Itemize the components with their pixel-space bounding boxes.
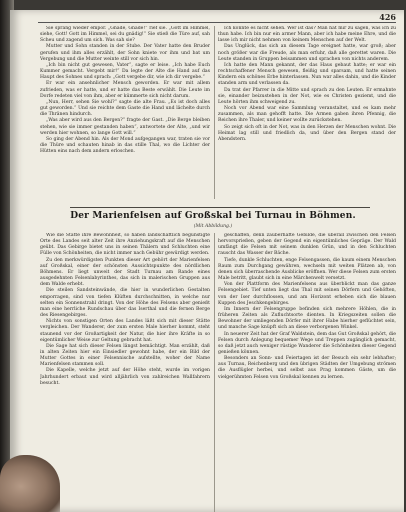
paragraph: Ich konnte es nicht sehen. Wer ist das? Man hat mir zu sagen, was ich zu thun habe. Ich bin nur ein armer Mann, aber ich habe meine Ehre, und die lasse ich mir nicht nehmen von keinem Menschen auf der Welt. [218, 26, 396, 44]
paragraph: Im Innern der Felsengruppe befinden sich mehrere Höhlen, die in früheren Zeiten als Zufluchtsorte dienten. In Kriegszeiten sollen die Bewohner der umliegenden Dörfer mit ihrer Habe hierher geflüchtet sein, und manche Sage knüpft sich an diese verborgenen Winkel. [218, 306, 396, 331]
paragraph: „Nun, Herr, sehen Sie wohl?“ sagte die alte Frau. „Es ist doch alles gut geworden.“ Und sie reichte dem Gaste die Hand und lächelte durch die Thränen hindurch. [40, 99, 210, 118]
paragraph: Zu den merkwürdigsten Punkten dieser Art gehört der Marienfelsen auf Großskal, einer der schönsten Aussichtspunkte des nördlichen Böhmens. Er liegt unweit der Stadt Turnau am Rande eines ausgedehnten Felsenlabyrinthes, das sich in malerischen Gruppen aus dem Walde erhebt. [40, 257, 210, 288]
paragraph: Sie sprang wieder empor. „Gnade, Gnade!“ rief sie. „Gott im Himmel, siehe, Gott! Gott im Himmel, sei du gnädig!“ Sie stieß die Türe auf, sah Scheu und zagend um sich. Was sah sie? [40, 26, 210, 44]
paragraph: Von der Plattform des Marienfelsens aus überblickt man das ganze Felsengebiet. Tief unten liegt das Thal mit seinen Dörfern und Gehöften, von der Iser durchflossen, und am Horizont erheben sich die blauen Kuppen des Jeschkengebirges. [218, 282, 396, 306]
book-page [10, 10, 404, 512]
paragraph: Die steilen Sandsteinwände, die hier in wunderlichen Gestalten emporragen, sind von tiefen Klüften durchschnitten, in welche nur selten ein Sonnenstrahl dringt. Von der Höhe des Felsens aber genießt man eine herrliche Rundschau über das Iserthal und die fernen Berge des Riesengebirges. [40, 288, 210, 319]
article-byline: (Mit Abbildung.) [193, 224, 233, 229]
paragraph: Das Unglück, das sich an diesem Tage ereignet hatte, war groß; aber noch größer war die Freude, als man erfuhr, daß alle gerettet waren. Die Leute standen in Gruppen beisammen und sprachen von nichts anderem. [218, 44, 396, 62]
paragraph: Tiefe, dunkle Schluchten, enge Felsengassen, die kaum einem Menschen Raum zum Durchgang gewähren, wechseln mit weiten Plätzen ab, von denen sich überraschende Ausblicke eröffnen. Wer diese Felsen zum ersten Male betritt, glaubt sich in eine Märchenwelt versetzt. [218, 257, 396, 282]
paragraph: geschaffen, denn zauberhafte Gebilde, die überall zwischen den Felsen hervorsprießen, geben der Gegend ein eigentümliches Gepräge. Der Wald umfängt die Felsen mit seinem dunklen Grün, und in den Schluchten rauscht das Wasser der Bäche. [218, 233, 396, 257]
paragraph: Besonders an Sonn- und Feiertagen ist der Besuch ein sehr lebhafter; aus Turnau, Reichenberg und den übrigen Städten der Umgebung strömen die Ausflügler herbei, und selbst aus Prag kommen Gäste, um die vielgerühmten Felsen von Großskal kennen zu lernen. [218, 356, 396, 380]
page-number: 426 [379, 12, 396, 22]
top-right-column [218, 26, 396, 199]
paragraph: Er war ein ansehnlicher Mensch geworden. Er war mit allem zufrieden, was er hatte, und er hatte das Beste erwählt. Die Leute im Dorfe redeten viel von ihm, aber er kümmerte sich nicht darum. [40, 81, 210, 99]
bottom-left-column [40, 233, 210, 512]
top-left-column [40, 26, 210, 199]
paragraph: Wie die Stätte ihre Bewohnheit, so haben landschaftlich begünstigte Orte des Landes seit alter Zeit ihre Anziehungskraft auf die Menschen geübt. Das Gebirge bietet uns in seinen Thälern und Schluchten eine Fülle von Schönheiten, die nicht immer nach Gebühr gewürdigt werden. [40, 233, 210, 257]
paragraph: Noch vor Abend war eine Sammlung veranstaltet, und es kam mehr zusammen, als man gehofft hatte. Die Armen gaben ihren Pfennig, die Reichen ihre Thaler, und keiner wollte zurückstehen. [218, 106, 396, 124]
paragraph: In neuerer Zeit hat der Graf Waldstein, dem das Gut Großskal gehört, die Felsen durch Anlegung bequemer Wege und Treppen zugänglich gemacht, so daß jetzt auch weniger rüstige Wanderer die Schönheiten dieser Gegend genießen können. [218, 331, 396, 355]
bottom-right-column [218, 233, 396, 512]
column-divider-bottom [214, 233, 215, 512]
paragraph: So ging der Abend hin. Als der Mond aufgegangen war, traten sie vor die Thüre und schauten hinab in das stille Thal, wo die Lichter der Hütten eins nach dem andern erloschen. [40, 136, 210, 155]
article-title: Der Marienfelsen auf Großskal bei Turnau in Böhmen. [70, 211, 356, 221]
paragraph: Nichts von sonstigen Orten des Landes läßt sich mit dieser Stätte vergleichen. Der Wanderer, der zum ersten Male hierher kommt, steht staunend vor der Großartigkeit der Natur, die hier ihre Kräfte in so eigentümlicher Weise zur Geltung gebracht hat. [40, 319, 210, 343]
section-divider-rule [70, 207, 370, 208]
paragraph: Mutter und Sohn standen in der Stube. Der Vater hatte den Bruder gerufen und ihm alles erzählt, der Sohn kniete vor ihm und bat um Vergebung und die Mutter weinte still vor sich hin. [40, 44, 210, 62]
paragraph: Die Kapelle, welche jetzt auf der Höhe steht, wurde im vorigen Jahrhundert erbaut und wird alljährlich von zahlreichen Wallfahrern besucht. [40, 368, 210, 386]
paragraph: Die Sage hat sich dieser Felsen längst bemächtigt. Man erzählt, daß in alten Zeiten hier ein Einsiedler gewohnt habe, der ein Bild der Mutter Gottes in einer Felsennische aufstellte, woher der Name Marienfelsen stammen soll. [40, 343, 210, 368]
column-divider-top [214, 26, 215, 199]
paragraph: „Ich bin nicht gut gewesen, Vater“, sagte er leise. „Ich habe Euch Kummer gemacht. Vergebt mir!“ Da legte der Alte die Hand auf das Haupt des Sohnes und sprach: „Gott vergebe dir, wie ich dir vergebe.“ [40, 62, 210, 81]
header-rule [38, 22, 396, 23]
paragraph: So zeigt sich oft in der Not, was in den Herzen der Menschen wohnt. Die Heimat lag still und friedlich da, und über den Bergen stand der Abendstern. [218, 124, 396, 142]
paragraph: Ich hatte den Mann gekannt, der das Haus gebaut hatte; er war ein rechtschaffener Mensch gewesen, fleißig und sparsam, und hatte seinen Kindern ein schönes Erbe hinterlassen. Nun war alles dahin, und die Kinder standen arm und verlassen da. [218, 62, 396, 87]
paragraph: „Was aber wird aus den Bergen?“ fragte der Gast. „Die Berge bleiben stehen, wie sie immer gestanden haben“, antwortete der Alte, „und wir werden hier wohnen, so lange Gott will.“ [40, 118, 210, 136]
paragraph: Da trat der Pfarrer in die Mitte und sprach zu den Leuten. Er ermahnte sie, einander beizustehen in der Not, wie es Christen geziemt, und die Leute hörten ihm schweigend zu. [218, 87, 396, 105]
